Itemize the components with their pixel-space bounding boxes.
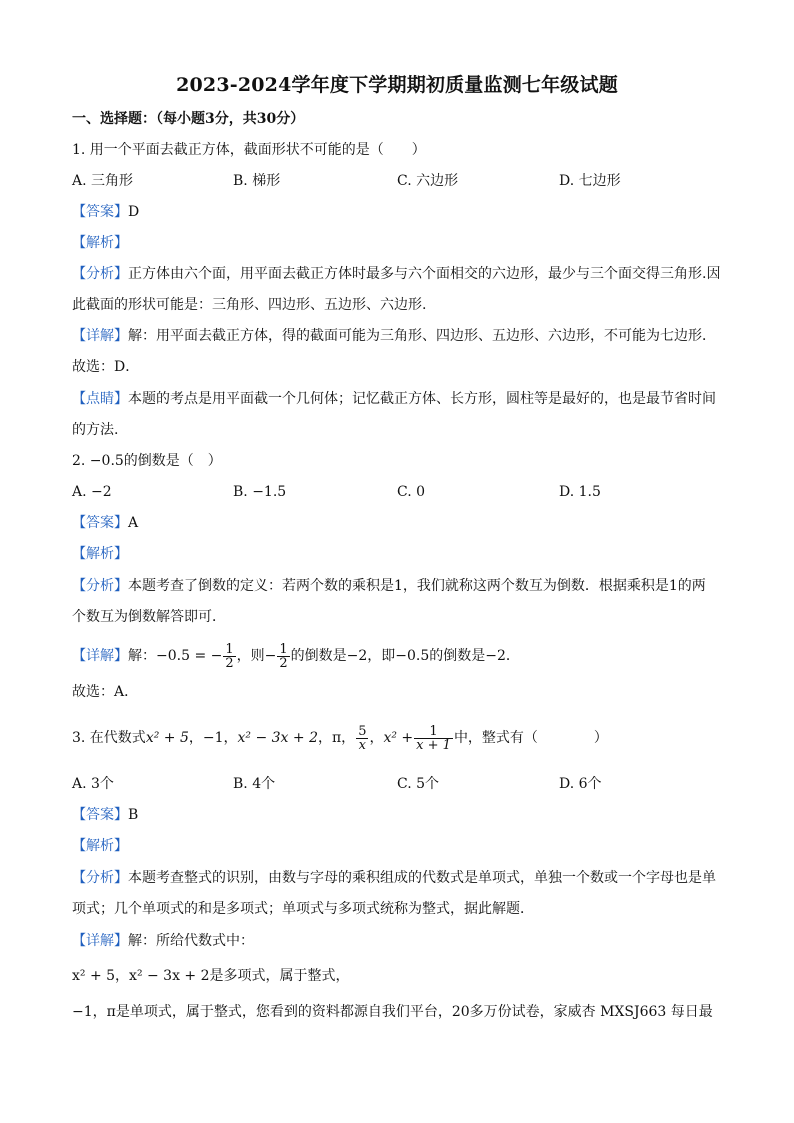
- answer-value: D: [128, 204, 140, 220]
- q2-xiangjie: [72, 640, 724, 676]
- q1-xiangjie: [72, 326, 724, 346]
- analysis-tag: 【解析】: [72, 546, 128, 562]
- q3-stem-start: 3. 在代数式: [72, 730, 146, 746]
- fraction-numerator: 1: [414, 725, 453, 739]
- expr-x2-plus-5: x² + 5: [145, 730, 189, 746]
- fenxi-tag: 【分析】: [72, 870, 128, 886]
- q2-option-a: A. −2: [72, 484, 112, 500]
- q2-choose: 故选：A．: [72, 684, 139, 700]
- analysis-tag: 【解析】: [72, 235, 128, 251]
- fraction-numerator: 5: [358, 723, 367, 739]
- dianjing-tag: 【点睛】: [72, 391, 128, 407]
- fenxi-text: 本题考查整式的识别，由数与字母的乘积组成的代数式是单项式，单独一个数或一个字母也是单: [128, 870, 716, 886]
- answer-value: A: [128, 515, 139, 531]
- separator: ，π，: [317, 730, 356, 746]
- q1-option-d: D. 七边形: [559, 173, 621, 189]
- expr-x2-minus-3x-plus-2: x² − 3x + 2: [237, 730, 318, 746]
- q1-dianjing-line-1: [72, 389, 724, 409]
- fraction-denominator: x: [358, 737, 366, 753]
- answer-tag: 【答案】: [72, 515, 128, 531]
- separator: ，−1，: [188, 730, 238, 746]
- xiangjie-tag: 【详解】: [72, 933, 128, 949]
- q3-stem-end: 中，整式有（ ）: [453, 730, 608, 746]
- fraction-denominator: 2: [225, 655, 234, 671]
- q1-fenxi-line-2: 此截面的形状可能是：三角形、四边形、五边形、六边形.: [72, 297, 427, 313]
- q1-choose: 故选：D．: [72, 359, 140, 375]
- q2-analysis-tag: [72, 544, 724, 564]
- q1-option-c: C. 六边形: [397, 173, 459, 189]
- fraction-one-half: [277, 643, 289, 670]
- fenxi-text: 正方体由六个面，用平面去截正方体时最多与六个面相交的六边形，最少与三个面交得三角形.因: [128, 266, 721, 282]
- fraction-denominator: 2: [279, 655, 288, 671]
- xiangjie-text-a: 解：−0.5 = −: [128, 648, 223, 664]
- q1-fenxi-line-1: [72, 264, 724, 284]
- q3-fenxi-line-2: 项式；几个单项式的和是多项式；单项式与多项式统称为整式，据此解题．: [72, 901, 534, 917]
- q1-option-a: A. 三角形: [72, 173, 134, 189]
- q3-answer: [72, 805, 724, 825]
- expr-x2-plus: x² +: [383, 730, 414, 746]
- q1-analysis-tag: [72, 233, 724, 253]
- q2-option-c: C. 0: [397, 484, 426, 500]
- page-title: 2023-2024学年度下学期期初质量监测七年级试题: [176, 74, 618, 96]
- fraction-numerator: 1: [279, 641, 288, 657]
- q2-option-b: B. −1.5: [233, 484, 287, 500]
- q2-stem: 2. −0.5的倒数是（ ）: [72, 453, 222, 469]
- fraction-denominator: x + 1: [416, 737, 451, 753]
- xiangjie-text: 解：用平面去截正方体，得的截面可能为三角形、四边形、五边形、六边形，不可能为七边形．: [128, 328, 716, 344]
- analysis-tag: 【解析】: [72, 838, 128, 854]
- q3-option-c: C. 5个: [397, 776, 440, 792]
- q3-analysis-tag: [72, 836, 724, 856]
- q3-polynomial-line: x² + 5，x² − 3x + 2是多项式，属于整式，: [72, 968, 350, 984]
- q3-stem: [72, 722, 724, 760]
- q3-option-a: A. 3个: [72, 776, 114, 792]
- fraction-numerator: 1: [225, 641, 234, 657]
- section-heading: 一、选择题：（每小题3分，共30分）: [72, 111, 305, 127]
- separator: ，: [369, 730, 384, 746]
- answer-tag: 【答案】: [72, 807, 128, 823]
- q1-answer: [72, 202, 724, 222]
- answer-value: B: [128, 807, 139, 823]
- q3-option-d: D. 6个: [559, 776, 602, 792]
- q1-stem: 1. 用一个平面去截正方体，截面形状不可能的是（ ）: [72, 142, 426, 158]
- xiangjie-text: 解：所给代数式中：: [128, 933, 254, 949]
- q1-option-b: B. 梯形: [233, 173, 281, 189]
- xiangjie-tag: 【详解】: [72, 648, 128, 664]
- q2-fenxi-line-2: 个数互为倒数解答即可．: [72, 609, 226, 625]
- q2-fenxi-line-1: [72, 576, 724, 596]
- fenxi-tag: 【分析】: [72, 578, 128, 594]
- q2-option-d: D. 1.5: [559, 484, 601, 500]
- q3-option-b: B. 4个: [233, 776, 276, 792]
- fraction-5-over-x: [356, 725, 368, 752]
- fraction-1-over-x-plus-1: [414, 725, 453, 752]
- answer-tag: 【答案】: [72, 204, 128, 220]
- q3-fenxi-line-1: [72, 868, 724, 888]
- q3-monomial-line: −1，π是单项式，属于整式，您看到的资料都源自我们平台，20多万份试卷，家威杏 MXSJ663 每日最: [72, 1004, 713, 1020]
- q1-dianjing-line-2: 的方法.: [72, 422, 119, 438]
- xiangjie-tag: 【详解】: [72, 328, 128, 344]
- q3-xiangjie: [72, 931, 724, 951]
- fenxi-tag: 【分析】: [72, 266, 128, 282]
- xiangjie-text-c: 的倒数是−2，即−0.5的倒数是−2．: [290, 648, 520, 664]
- q2-answer: [72, 513, 724, 533]
- xiangjie-text-b: ，则−: [236, 648, 277, 664]
- fenxi-text: 本题考查了倒数的定义：若两个数的乘积是1，我们就称这两个数互为倒数．根据乘积是1的两: [128, 578, 706, 594]
- fraction-one-half: [223, 643, 235, 670]
- dianjing-text: 本题的考点是用平面截一个几何体；记忆截正方体、长方形，圆柱等是最好的，也是最节省时间: [128, 391, 716, 407]
